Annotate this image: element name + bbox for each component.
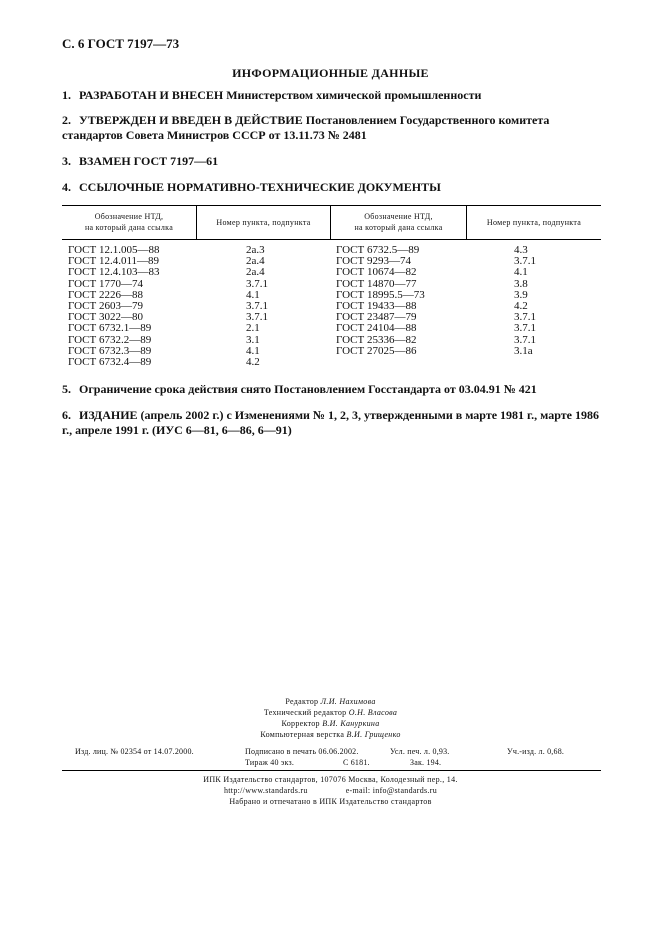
table-cell-doc: ГОСТ 1770—74 [68, 277, 143, 290]
table-cell-point: 4.1 [246, 288, 260, 301]
info-item-4 [62, 180, 441, 195]
info-item-6 [62, 408, 607, 438]
column-points-right [514, 245, 536, 357]
info-item-2 [62, 113, 607, 143]
table-cell-point: 4.1 [514, 266, 528, 279]
table-cell-doc: ГОСТ 10674—82 [336, 266, 417, 279]
table-cell-point: 3.7.1 [514, 255, 536, 268]
table-cell-point: 3.7.1 [514, 333, 536, 346]
header-doc-left: Обозначение НТД, на который дана ссылка [84, 212, 174, 232]
page-header: С. 6 ГОСТ 7197—73 [62, 36, 180, 51]
table-cell-doc: ГОСТ 18995.5—73 [336, 288, 425, 301]
publisher-address: ИПК Издательство стандартов, 107076 Москва, Колодезный пер., 14. [203, 775, 458, 784]
table-cell-point: 2а.3 [246, 244, 265, 256]
table-cell-point: 3.8 [514, 277, 528, 290]
header-doc-right: Обозначение НТД, на который дана ссылка [354, 212, 443, 232]
layout-name: В.И. Грищенко [346, 730, 401, 739]
table-cell-point: 3.1а [514, 344, 533, 357]
table-cell-doc: ГОСТ 6732.5—89 [336, 244, 420, 256]
table-cell-doc: ГОСТ 12.4.011—89 [68, 255, 160, 268]
signed-text: Подписано в печать 06.06.2002. [245, 747, 359, 756]
circulation-text: Тираж 40 экз. [245, 758, 295, 767]
item-number: 3. [62, 154, 71, 168]
table-cell-point: 3.9 [514, 288, 528, 301]
item-text: Министерством химической промышленности [223, 88, 482, 102]
item-number: 1. [62, 88, 71, 102]
publisher-info [0, 774, 661, 807]
editor-line [0, 696, 661, 707]
item-number: 6. [62, 408, 71, 422]
table-cell-point: 3.1 [246, 333, 260, 346]
table-cell-point: 2.1 [246, 322, 260, 335]
table-cell-doc: ГОСТ 12.1.005—88 [68, 244, 160, 256]
table-cell-doc: ГОСТ 6732.1—89 [68, 322, 152, 335]
page-title: ИНФОРМАЦИОННЫЕ ДАННЫЕ [232, 66, 429, 80]
table-cell-point: 2а.4 [246, 255, 265, 268]
table-cell-doc: ГОСТ 23487—79 [336, 311, 417, 324]
header-point-right: Номер пункта, подпункта [486, 218, 582, 227]
proofreader-line [0, 718, 661, 729]
proofreader-label: Корректор [281, 719, 320, 728]
table-cell-doc: ГОСТ 6732.4—89 [68, 355, 152, 368]
table-cell-point: 2а.4 [246, 266, 265, 279]
tech-editor-line [0, 707, 661, 718]
publisher-email: e-mail: info@standards.ru [345, 786, 437, 795]
layout-label: Компьютерная верстка [260, 730, 345, 739]
layout-line [0, 729, 661, 740]
table-cell-doc: ГОСТ 19433—88 [336, 299, 417, 312]
table-top-rule [62, 205, 601, 206]
table-cell-point: 3.7.1 [246, 311, 268, 324]
publisher-url: http://www.standards.ru [223, 786, 308, 795]
table-cell-point: 4.3 [514, 244, 528, 256]
order-text: Зак. 194. [410, 758, 442, 767]
table-cell-doc: ГОСТ 25336—82 [336, 333, 417, 346]
item-bold-text: ИЗДАНИЕ [79, 408, 138, 422]
publisher-contacts [0, 785, 661, 796]
table-cell-point: 4.1 [246, 344, 260, 357]
tech-editor-name: О.Н. Власова [348, 708, 398, 717]
item-number: 2. [62, 113, 71, 127]
publisher-printed: Набрано и отпечатано в ИПК Издательство стандартов [229, 797, 432, 806]
item-bold-text: РАЗРАБОТАН И ВНЕСЕН [79, 88, 224, 102]
license-text: Изд. лиц. № 02354 от 14.07.2000. [75, 747, 194, 756]
column-points-left [246, 245, 268, 368]
table-cell-doc: ГОСТ 6732.3—89 [68, 344, 152, 357]
info-item-5 [62, 382, 537, 397]
item-text: Ограничение срока действия снято Постановлением Госстандарта от 03.04.91 № 421 [79, 382, 537, 396]
code-text: С 6181. [343, 758, 370, 767]
header-point-left: Номер пункта, подпункта [216, 218, 311, 227]
item-bold-text: УТВЕРЖДЕН И ВВЕДЕН В ДЕЙСТВИЕ [79, 113, 303, 127]
table-cell-doc: ГОСТ 12.4.103—83 [68, 266, 160, 279]
table-cell-doc: ГОСТ 6732.2—89 [68, 333, 152, 346]
table-cell-doc: ГОСТ 2603—79 [68, 299, 143, 312]
column-docs-left [68, 245, 159, 368]
editor-name: Л.И. Нахимова [320, 697, 376, 706]
item-number: 4. [62, 180, 71, 194]
info-item-1 [62, 88, 481, 103]
table-cell-doc: ГОСТ 3022—80 [68, 311, 143, 324]
item-bold-text: ССЫЛОЧНЫЕ НОРМАТИВНО-ТЕХНИЧЕСКИЕ ДОКУМЕНТЫ [79, 180, 441, 194]
table-cell-doc: ГОСТ 27025—86 [336, 344, 417, 357]
column-docs-right [336, 245, 425, 357]
imprint [75, 746, 595, 768]
info-item-3 [62, 154, 218, 169]
table-cell-doc: ГОСТ 14870—77 [336, 277, 417, 290]
tech-editor-label: Технический редактор [263, 708, 347, 717]
print-sheets-text: Усл. печ. л. 0,93. [390, 747, 450, 756]
colophon [0, 696, 661, 740]
table-cell-point: 3.7.1 [514, 322, 536, 335]
table-cell-point: 4.2 [246, 355, 260, 368]
pub-sheets-text: Уч.-изд. л. 0,68. [507, 747, 565, 756]
proofreader-name: В.И. Кануркина [322, 719, 380, 728]
table-header-rule [62, 239, 601, 240]
table-cell-doc: ГОСТ 9293—74 [336, 255, 411, 268]
editor-label: Редактор [285, 697, 319, 706]
table-cell-doc: ГОСТ 24104—88 [336, 322, 417, 335]
table-cell-point: 3.7.1 [246, 277, 268, 290]
footer-rule [62, 770, 601, 771]
item-number: 5. [62, 382, 71, 396]
item-text: (апрель 2002 г.) с Изменениями № 1, 2, 3, утвержденными в марте 1981 г., марте 1986 г., апреле 1991 г. (ИУС 6—81, 6—86, 6—91) [62, 408, 599, 437]
item-bold-text: ВЗАМЕН ГОСТ 7197—61 [79, 154, 219, 168]
table-cell-point: 3.7.1 [246, 299, 268, 312]
item-text: Постановлением Государственного комитета стандартов Совета Министров СССР от 13.11.73 № 2481 [62, 113, 550, 142]
table-cell-point: 3.7.1 [514, 311, 536, 324]
table-cell-point: 4.2 [514, 299, 528, 312]
reference-documents-table [62, 205, 601, 370]
table-cell-doc: ГОСТ 2226—88 [68, 288, 143, 301]
